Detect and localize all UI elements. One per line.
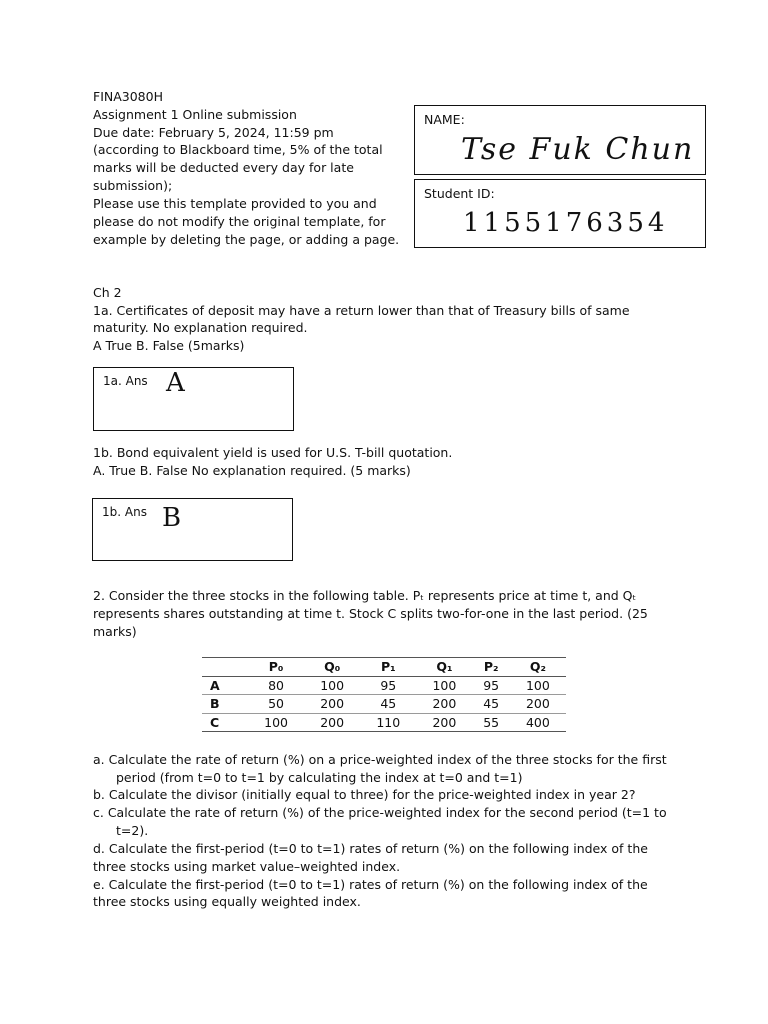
table-cell: 100 [304,676,360,695]
student-id-box [414,179,706,248]
question-1b-text: 1b. Bond equivalent yield is used for U.S. T-bill quotation. [93,445,453,460]
name-box [414,105,706,175]
table-row [202,713,566,732]
table-header-cell: P₀ [248,658,304,677]
table-cell: 200 [510,695,566,714]
instruction-line: Please use this template provided to you and [93,196,377,211]
answer-1a-handwriting: A [166,368,185,398]
table-cell: 95 [360,676,416,695]
table-header-cell: Q₁ [416,658,472,677]
table-cell: 200 [304,713,360,732]
table-header-cell: Q₂ [510,658,566,677]
student-id-label: Student ID: [424,186,495,201]
table-cell: 200 [304,695,360,714]
question-1a-text: maturity. No explanation required. [93,320,308,335]
table-row [202,695,566,714]
instruction-line: (according to Blackboard time, 5% of the total [93,142,383,157]
part-d-text: d. Calculate the first-period (t=0 to t=1) rates of return (%) on the following index of the [93,841,648,856]
due-date: Due date: February 5, 2024, 11:59 pm [93,125,334,140]
table-cell: 400 [510,713,566,732]
part-e-text: three stocks using equally weighted index. [93,894,361,909]
table-header-cell: Q₀ [304,658,360,677]
table-cell: 45 [360,695,416,714]
part-e-text: e. Calculate the first-period (t=0 to t=1) rates of return (%) on the following index of the [93,877,648,892]
table-row [202,676,566,695]
chapter-heading: Ch 2 [93,285,122,300]
question-1b-options: A. True B. False No explanation required. (5 marks) [93,463,411,478]
table-cell: 110 [360,713,416,732]
question-1a-options: A True B. False (5marks) [93,338,245,353]
table-cell: 200 [416,713,472,732]
part-a-text: a. Calculate the rate of return (%) on a price-weighted index of the three stocks for the first [93,752,667,767]
answer-1a-label: 1a. Ans [103,374,148,388]
stock-table [202,657,566,732]
table-header-cell [202,658,248,677]
instruction-line: please do not modify the original template, for [93,214,386,229]
answer-1b-handwriting: B [162,503,182,533]
table-cell: 55 [472,713,509,732]
question-2-text: represents shares outstanding at time t. Stock C splits two-for-one in the last period. (25 [93,606,648,621]
answer-box-1a [93,367,294,431]
question-1a-text: 1a. Certificates of deposit may have a return lower than that of Treasury bills of same [93,303,630,318]
part-b-text: b. Calculate the divisor (initially equal to three) for the price-weighted index in year 2? [93,787,636,802]
table-cell: 50 [248,695,304,714]
table-cell: 200 [416,695,472,714]
course-code: FINA3080H [93,89,163,104]
table-cell: 45 [472,695,509,714]
part-d-text: three stocks using market value–weighted index. [93,859,401,874]
table-cell: 95 [472,676,509,695]
table-cell: A [202,676,248,695]
answer-1b-label: 1b. Ans [102,505,147,519]
table-header-cell: P₁ [360,658,416,677]
question-2-text: 2. Consider the three stocks in the following table. Pₜ represents price at time t, and Qₜ [93,588,637,603]
part-c-text: c. Calculate the rate of return (%) of the price-weighted index for the second period (t=1 to [93,805,667,820]
part-c-text: t=2). [116,823,149,838]
table-cell: B [202,695,248,714]
part-a-text: period (from t=0 to t=1 by calculating the index at t=0 and t=1) [116,770,523,785]
table-header-row [202,658,566,677]
instruction-line: submission); [93,178,173,193]
instruction-line: example by deleting the page, or adding a page. [93,232,400,247]
table-cell: 80 [248,676,304,695]
instruction-line: marks will be deducted every day for late [93,160,354,175]
table-header-cell: P₂ [472,658,509,677]
table-cell: C [202,713,248,732]
assignment-title: Assignment 1 Online submission [93,107,297,122]
table-cell: 100 [416,676,472,695]
table-cell: 100 [248,713,304,732]
question-2-text: marks) [93,624,137,639]
table-cell: 100 [510,676,566,695]
answer-box-1b [92,498,293,561]
student-id-handwriting: 1155176354 [463,208,669,238]
name-label: NAME: [424,112,465,127]
name-handwriting: Tse Fuk Chun [461,132,695,167]
